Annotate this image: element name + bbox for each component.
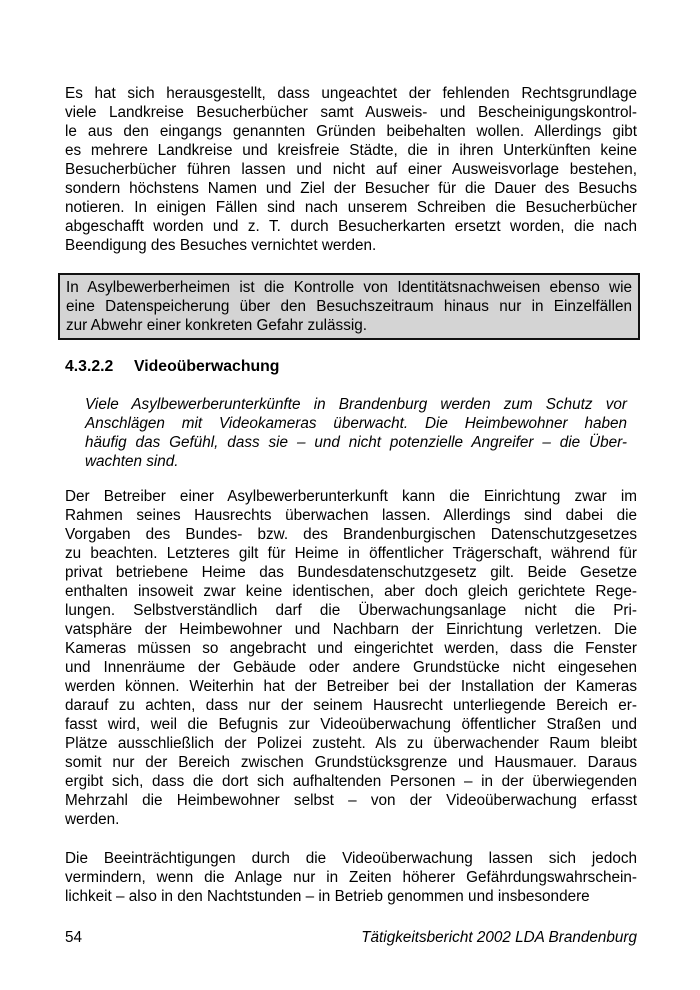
quote-paragraph	[85, 395, 627, 471]
text-line: Anschlägen mit Videokameras überwacht. Die Heimbewohner haben	[85, 415, 627, 432]
text-line: Besucherbücher führen lassen und nicht auf einer Ausweisvorlage bestehen,	[65, 161, 637, 178]
text-line: In Asylbewerberheimen ist die Kontrolle von Identitätsnachweisen ebenso wie	[66, 279, 632, 296]
text-line: Beendigung des Besuches vernichtet werden.	[65, 237, 377, 254]
text-line: sondern höchstens Namen und Ziel der Besucher für die Dauer des Besuchs	[65, 180, 637, 197]
page-footer	[65, 928, 637, 947]
text-line: enthalten insoweit zwar keine identischen, aber doch gleich gerichtete Rege-	[65, 583, 637, 600]
text-line: häufig das Gefühl, dass sie – und nicht potenzielle Angreifer – die Über-	[85, 434, 627, 451]
paragraph-mitigation	[65, 849, 637, 906]
report-title: Tätigkeitsbericht 2002 LDA Brandenburg	[361, 929, 637, 946]
text-line: privat betriebene Heime das Bundesdatenschutzgesetz gilt. Beide Gesetze	[65, 564, 637, 581]
text-line: notieren. In einigen Fällen sind nach unserem Schreiben die Besucherbücher	[65, 199, 637, 216]
text-line: und Innenräume der Gebäude oder andere Grundstücke nicht eingesehen	[65, 659, 637, 676]
text-line: fasst wird, weil die Befugnis zur Videoüberwachung öffentlicher Straßen und	[65, 716, 637, 733]
text-line: vatsphäre der Heimbewohner und Nachbarn der Einrichtung verletzen. Die	[65, 621, 637, 638]
section-title: Videoüberwachung	[134, 358, 280, 375]
text-line: ergibt sich, dass die dort sich aufhaltenden Personen – in der überwiegenden	[65, 773, 637, 790]
text-line: Mehrzahl die Heimbewohner selbst – von der Videoüberwachung erfasst	[65, 792, 637, 809]
paragraph-visitor-books	[65, 84, 637, 255]
text-line: es mehrere Landkreise und kreisfreie Städte, die in ihren Unterkünften keine	[65, 142, 637, 159]
section-heading	[65, 357, 637, 376]
text-line: Plätze ausschließlich der Polizei zusteht. Als zu überwachender Raum bleibt	[65, 735, 637, 752]
page-number: 54	[65, 929, 83, 946]
text-line: Kameras müssen so angebracht und eingerichtet werden, dass die Fenster	[65, 640, 637, 657]
text-line: Die Beeinträchtigungen durch die Videoüberwachung lassen sich jedoch	[65, 850, 637, 867]
paragraph-operator-rules	[65, 487, 637, 829]
text-line: Viele Asylbewerberunterkünfte in Brandenburg werden zum Schutz vor	[85, 396, 627, 413]
section-number: 4.3.2.2	[65, 358, 114, 375]
text-line: abgeschafft worden und z. T. durch Besucherkarten ersetzt worden, die nach	[65, 218, 637, 235]
text-line: viele Landkreise Besucherbücher samt Ausweis- und Bescheinigungskontrol-	[65, 104, 637, 121]
text-line: lichkeit – also in den Nachtstunden – in Betrieb genommen und insbesondere	[65, 888, 590, 905]
text-line: vermindern, wenn die Anlage nur in Zeiten höherer Gefährdungswahrschein-	[65, 869, 637, 886]
text-line: zur Abwehr einer konkreten Gefahr zulässig.	[66, 317, 367, 334]
text-line: le aus den eingangs genannten Gründen beibehalten wollen. Allerdings gibt	[65, 123, 637, 140]
text-line: werden.	[65, 811, 120, 828]
text-line: lungen. Selbstverständlich darf die Überwachungsanlage nicht die Pri-	[65, 602, 637, 619]
text-line: Es hat sich herausgestellt, dass ungeachtet der fehlenden Rechtsgrundlage	[65, 85, 637, 102]
text-line: werden können. Weiterhin hat der Betreiber bei der Installation der Kameras	[65, 678, 637, 695]
text-line: Rahmen seines Hausrechts überwachen lassen. Allerdings sind dabei die	[65, 507, 637, 524]
text-line: eine Datenspeicherung über den Besuchszeitraum hinaus nur in Einzelfällen	[66, 298, 632, 315]
highlight-box	[58, 273, 640, 340]
text-line: somit nur der Bereich zwischen Grundstücksgrenze und Hausmauer. Daraus	[65, 754, 637, 771]
text-line: Der Betreiber einer Asylbewerberunterkunft kann die Einrichtung zwar im	[65, 488, 637, 505]
text-line: zu beachten. Letzteres gilt für Heime in öffentlicher Trägerschaft, während für	[65, 545, 637, 562]
text-line: Vorgaben des Bundes- bzw. des Brandenburgischen Datenschutzgesetzes	[65, 526, 637, 543]
text-line: darauf zu achten, dass nur der seinem Hausrecht unterliegende Bereich er-	[65, 697, 637, 714]
text-line: wachten sind.	[85, 453, 179, 470]
